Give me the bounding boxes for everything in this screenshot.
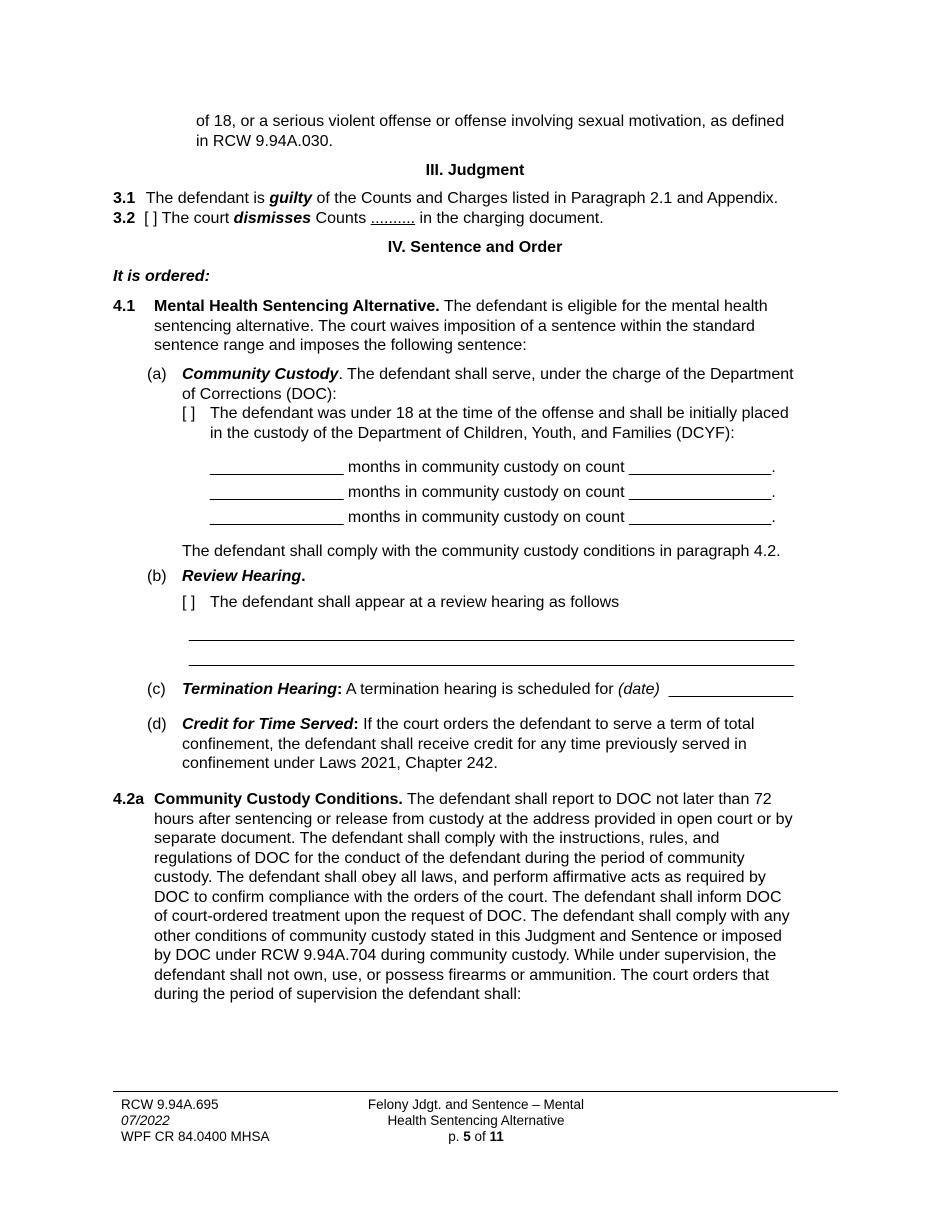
under-18-text: The defendant was under 18 at the time of the offense and shall be initially placed in the custody of the Department of Children, Youth, and Families (DCYF):	[210, 405, 789, 442]
it-is-ordered: It is ordered:	[113, 268, 210, 285]
guilty-emphasis: guilty	[269, 190, 313, 207]
footer-form-id: WPF CR 84.0400 MHSA	[121, 1129, 270, 1144]
custody-row: _______________ months in community custody on count ________________.	[210, 459, 776, 476]
paragraph-4-1: Mental Health Sentencing Alternative. The defendant is eligible for the mental health sentencing alternative. The court waives imposition of a sentence within the standard sentence range and imposes the following sentence:	[154, 298, 768, 354]
intro-continuation	[196, 112, 784, 151]
under-18-checkbox[interactable]: [ ]	[182, 405, 196, 422]
review-hearing-line[interactable]: ____________________________________________________________________	[189, 650, 795, 667]
custody-row: _______________ months in community custody on count ________________.	[210, 484, 776, 501]
date-blank[interactable]: ______________	[659, 681, 794, 698]
review-hearing-title: Review Hearing.	[182, 568, 306, 585]
credit-time-served: Credit for Time Served: If the court orders the defendant to serve a term of total confinement, the defendant shall receive credit for any time previously served in confinement under Laws 2021, Chapter 242.	[182, 716, 755, 772]
dismisses-emphasis: dismisses	[233, 210, 312, 227]
paragraph-number-4-2a: 4.2a	[113, 791, 145, 808]
footer-title-1: Felony Jdgt. and Sentence – Mental	[367, 1097, 585, 1112]
item-a-label: (a)	[147, 366, 167, 383]
termination-hearing-title: Termination Hearing	[182, 681, 337, 698]
paragraph-number: 3.1	[113, 190, 136, 207]
paragraph-3-2: 3.2 [ ] The court dismisses Counts .......... in the charging document.	[113, 210, 604, 227]
mhsa-title: Mental Health Sentencing Alternative.	[154, 298, 440, 315]
footer-date: 07/2022	[121, 1113, 170, 1128]
custody-row: _______________ months in community custody on count ________________.	[210, 509, 776, 526]
dismiss-checkbox[interactable]: [ ]	[144, 210, 158, 227]
sentence-heading: IV. Sentence and Order	[387, 239, 563, 256]
paragraph-3-1: 3.1 The defendant is guilty of the Counts and Charges listed in Paragraph 2.1 and Appendix.	[113, 190, 779, 207]
item-b-label: (b)	[147, 568, 167, 585]
review-hearing-text: The defendant shall appear at a review hearing as follows	[210, 594, 620, 611]
termination-hearing: Termination Hearing: A termination hearing is scheduled for (date) ______________	[182, 681, 794, 698]
footer-rcw: RCW 9.94A.695	[121, 1097, 219, 1112]
judgment-heading: III. Judgment	[425, 162, 525, 179]
review-hearing-checkbox[interactable]: [ ]	[182, 594, 196, 611]
count-blank[interactable]: ________________.	[628, 484, 776, 501]
intro-line-1: of 18, or a serious violent offense or offense involving sexual motivation, as defined	[196, 113, 785, 130]
community-custody-title: Community Custody	[182, 366, 339, 383]
paragraph-number-4-1: 4.1	[113, 298, 136, 315]
paragraph-number: 3.2	[113, 210, 136, 227]
counts-field[interactable]: ..........	[370, 210, 416, 227]
review-hearing-line[interactable]: ____________________________________________________________________	[189, 625, 795, 642]
months-blank[interactable]: _______________	[210, 509, 344, 526]
credit-title: Credit for Time Served	[182, 716, 354, 733]
months-blank[interactable]: _______________	[210, 459, 344, 476]
footer-center	[326, 1097, 626, 1145]
footer-divider	[113, 1091, 838, 1092]
conditions-title: Community Custody Conditions.	[154, 791, 403, 808]
item-d-label: (d)	[147, 716, 167, 733]
item-a-community-custody: Community Custody. The defendant shall serve, under the charge of the Department of Corrections (DOC):	[182, 366, 794, 403]
item-c-label: (c)	[147, 681, 166, 698]
count-blank[interactable]: ________________.	[628, 509, 776, 526]
count-blank[interactable]: ________________.	[628, 459, 776, 476]
paragraph-4-2a: Community Custody Conditions. The defendant shall report to DOC not later than 72 hours after sentencing or release from custody at the address provided in open court or by separate document. The defendant shall comply with the instructions, rules, and regulations of DOC for the conduct of the defendant during the period of community custody. The defendant shall obey all laws, and perform affirmative acts as required by DOC to confirm compliance with the orders of the court. The defendant shall inform DOC of court-ordered treatment upon the request of DOC. The defendant shall comply with any other conditions of community custody stated in this Judgment and Sentence or imposed by DOC under RCW 9.94A.704 during community custody. While under supervision, the defendant shall not own, use, or possess firearms or ammunition. The court orders that during the period of supervision the defendant shall:	[154, 791, 793, 1003]
comply-text: The defendant shall comply with the community custody conditions in paragraph 4.2.	[182, 543, 781, 560]
footer-left	[121, 1097, 270, 1145]
months-blank[interactable]: _______________	[210, 484, 344, 501]
footer-title-2: Health Sentencing Alternative	[387, 1113, 565, 1128]
intro-line-2: in RCW 9.94A.030.	[196, 132, 333, 150]
footer-page-number: p. 5 of 11	[448, 1129, 504, 1144]
